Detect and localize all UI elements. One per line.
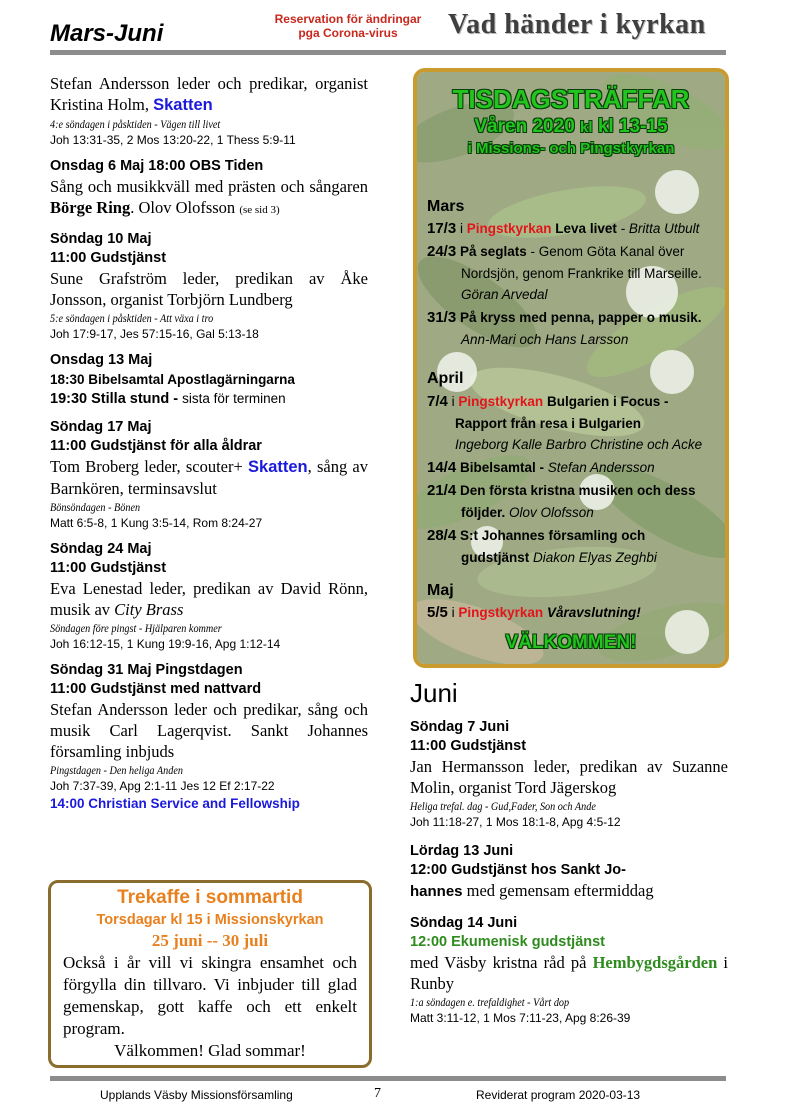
footer-org: Upplands Väsby Missionsförsamling xyxy=(100,1088,293,1102)
juni-column xyxy=(410,676,728,1026)
event-time: 18:30 Bibelsamtal Apostlagärningarna xyxy=(50,372,295,387)
event-ref: Matt 3:11-12, 1 Mos 7:11-23, Apg 8:26-39 xyxy=(410,1011,631,1025)
intro-text: Stefan Andersson leder och predikar, organist Kristina Holm, Skatten xyxy=(50,74,368,114)
corona-notice-line2: pga Corona-virus xyxy=(298,26,398,40)
tisdag-content xyxy=(417,72,725,664)
event-subtitle: Bönsöndagen - Bönen xyxy=(50,500,141,514)
event-subtitle: Heliga trefal. dag - Gud,Fader, Son och Ande xyxy=(410,799,596,813)
tisdag-item-5-5: 5/5 i Pingstkyrkan Våravslutning! xyxy=(427,604,641,621)
intro-ref: Joh 13:31-35, 2 Mos 13:20-22, 1 Thess 5:9-11 xyxy=(50,133,296,147)
event-lordag-13-juni xyxy=(410,842,728,902)
tisdag-item-31-3-speaker: Ann-Mari och Hans Larsson xyxy=(461,332,629,347)
left-column xyxy=(50,73,368,813)
event-time: 12:00 Ekumenisk gudstjänst xyxy=(410,934,606,950)
event-onsdag-13-maj xyxy=(50,351,368,409)
event-sondag-14-juni xyxy=(410,914,728,1026)
event-date: Söndag 31 Maj Pingstdagen xyxy=(50,662,243,678)
tisdag-item-21-4-cont: följder. Olov Olofsson xyxy=(461,505,594,520)
event-date: Onsdag 13 Maj xyxy=(50,352,153,368)
event-sondag-31-maj xyxy=(50,661,368,813)
event-text: Sune Grafström leder, predikan av Åke Jonsson, organist Torbjörn Lundberg xyxy=(50,269,368,309)
trekaffe-subtitle: Torsdagar kl 15 i Missionskyrkan xyxy=(96,912,324,928)
event-sondag-17-maj xyxy=(50,418,368,531)
event-time: 11:00 Gudstjänst för alla åldrar xyxy=(50,438,262,454)
tisdag-item-24-3: 24/3 På seglats - Genom Göta Kanal över xyxy=(427,243,685,260)
event-sondag-7-juni xyxy=(410,718,728,830)
skatten-label: Skatten xyxy=(248,458,308,476)
event-date: Söndag 7 Juni xyxy=(410,719,510,735)
event-date: Söndag 24 Maj xyxy=(50,541,152,557)
page-title: Vad händer i kyrkan xyxy=(448,9,706,40)
header-rule xyxy=(50,50,726,55)
event-onsdag-6-maj xyxy=(50,157,368,221)
event-subtitle: Söndagen före pingst - Hjälparen kommer xyxy=(50,621,222,635)
christian-service-line: 14:00 Christian Service and Fellowship xyxy=(50,796,300,811)
event-date: Lördag 13 Juni xyxy=(410,843,514,859)
month-mars: Mars xyxy=(427,198,465,215)
intro-event xyxy=(50,73,368,148)
corona-notice xyxy=(238,12,458,40)
page-number: 7 xyxy=(374,1086,381,1101)
tisdag-item-28-4: 28/4 S:t Johannes församling och xyxy=(427,527,646,544)
event-subtitle: Pingstdagen - Den heliga Anden xyxy=(50,763,183,777)
event-title: Onsdag 6 Maj 18:00 OBS Tiden xyxy=(50,158,264,174)
juni-heading: Juni xyxy=(410,678,458,708)
tisdag-welcome: VÄLKOMMEN! xyxy=(505,632,637,653)
event-ref: Joh 11:18-27, 1 Mos 18:1-8, Apg 4:5-12 xyxy=(410,815,621,829)
event-text: hannes med gemensam eftermiddag xyxy=(410,881,654,900)
tisdag-item-14-4: 14/4 Bibelsamtal - Stefan Andersson xyxy=(427,459,655,476)
event-text: Tom Broberg leder, scouter+ Skatten, sång av Barnkören, terminsavslut xyxy=(50,457,369,498)
event-date: Söndag 14 Juni xyxy=(410,915,518,931)
hembygdsgarden-label: Hembygdsgården xyxy=(592,953,718,972)
tisdag-title: TISDAGSTRÄFFAR xyxy=(452,84,690,114)
event-text: Stefan Andersson leder och predikar, sång och musik Carl Lagerqvist. Sankt Johannes församling inbjuds xyxy=(50,700,368,761)
footer-rule xyxy=(50,1076,726,1081)
event-ref: Joh 16:12-15, 1 Kung 19:9-16, Apg 1:12-14 xyxy=(50,637,281,651)
month-maj: Maj xyxy=(427,582,454,599)
intro-subtitle: 4:e söndagen i påsktiden - Vägen till livet xyxy=(50,117,221,131)
month-april: April xyxy=(427,370,464,387)
trekaffe-title: Trekaffe i sommartid xyxy=(117,887,303,908)
event-text: med Väsby kristna råd på Hembygdsgården i Runby xyxy=(410,953,729,993)
tisdag-item-24-3-cont: Nordsjön, genom Frankrike till Marseille. xyxy=(461,266,702,281)
tisdag-item-28-4-cont: gudstjänst Diakon Elyas Zeghbi xyxy=(461,550,657,565)
event-time: 11:00 Gudstjänst med nattvard xyxy=(50,681,262,697)
tisdag-item-7-4-cont: Rapport från resa i Bulgarien xyxy=(455,416,642,431)
tisdag-place: i Missions- och Pingstkyrkan xyxy=(467,140,675,157)
event-time: 12:00 Gudstjänst hos Sankt Jo- xyxy=(410,862,626,878)
event-sondag-24-maj xyxy=(50,540,368,652)
tisdag-item-21-4: 21/4 Den första kristna musiken och dess xyxy=(427,482,696,499)
trekaffe-dates: 25 juni -- 30 juli xyxy=(151,931,269,950)
trekaffe-closing: Välkommen! Glad sommar! xyxy=(114,1041,306,1060)
skatten-label: Skatten xyxy=(153,96,213,114)
event-text: Jan Hermansson leder, predikan av Suzanne Molin, organist Tord Jägerskog xyxy=(410,757,728,797)
tisdag-item-24-3-speaker: Göran Arvedal xyxy=(461,287,548,302)
event-ref: Joh 17:9-17, Jes 57:15-16, Gal 5:13-18 xyxy=(50,327,259,341)
event-ref: Matt 6:5-8, 1 Kung 3:5-14, Rom 8:24-27 xyxy=(50,516,263,530)
event-date: Söndag 10 Maj xyxy=(50,231,152,247)
trekaffe-body: Också i år vill vi skingra ensamhet och förgylla din tillvaro. Vi inbjuder till glad gemenskap, gott kaffe och ett enkelt program. xyxy=(63,953,357,1038)
event-time: 11:00 Gudstjänst xyxy=(410,738,527,754)
event-time: 11:00 Gudstjänst xyxy=(50,250,167,266)
season-heading: Mars-Juni xyxy=(50,20,164,47)
tisdag-item-17-3: 17/3 i Pingstkyrkan Leva livet - Britta Utbult xyxy=(427,220,700,237)
tisdagstraffar-box xyxy=(413,68,729,668)
event-subtitle: 5:e söndagen i påsktiden - Att växa i tro xyxy=(50,311,214,325)
tisdag-season: Våren 2020 kl kl 13-15 xyxy=(474,116,668,137)
tisdag-item-7-4: 7/4 i Pingstkyrkan Bulgarien i Focus - xyxy=(427,393,669,410)
corona-notice-line1: Reservation för ändringar xyxy=(274,12,422,26)
event-date: Söndag 17 Maj xyxy=(50,419,152,435)
event-text: Sång och musikkväll med prästen och sångaren Börge Ring. Olov Olofsson (se sid 3) xyxy=(50,177,368,217)
tisdag-item-7-4-speaker: Ingeborg Kalle Barbro Christine och Acke xyxy=(455,437,703,452)
tisdag-item-31-3: 31/3 På kryss med penna, papper o musik. xyxy=(427,309,702,326)
event-sondag-10-maj xyxy=(50,230,368,342)
event-subtitle: 1:a söndagen e. trefaldighet - Vårt dop xyxy=(410,995,570,1009)
footer-revised: Reviderat program 2020-03-13 xyxy=(476,1088,641,1102)
event-text: Eva Lenestad leder, predikan av David Rönn, musik av City Brass xyxy=(50,579,368,619)
event-time-2: 19:30 Stilla stund - sista för terminen xyxy=(50,391,286,407)
event-ref: Joh 7:37-39, Apg 2:1-11 Jes 12 Ef 2:17-22 xyxy=(50,779,275,793)
trekaffe-box xyxy=(48,880,372,1068)
event-time: 11:00 Gudstjänst xyxy=(50,560,167,576)
